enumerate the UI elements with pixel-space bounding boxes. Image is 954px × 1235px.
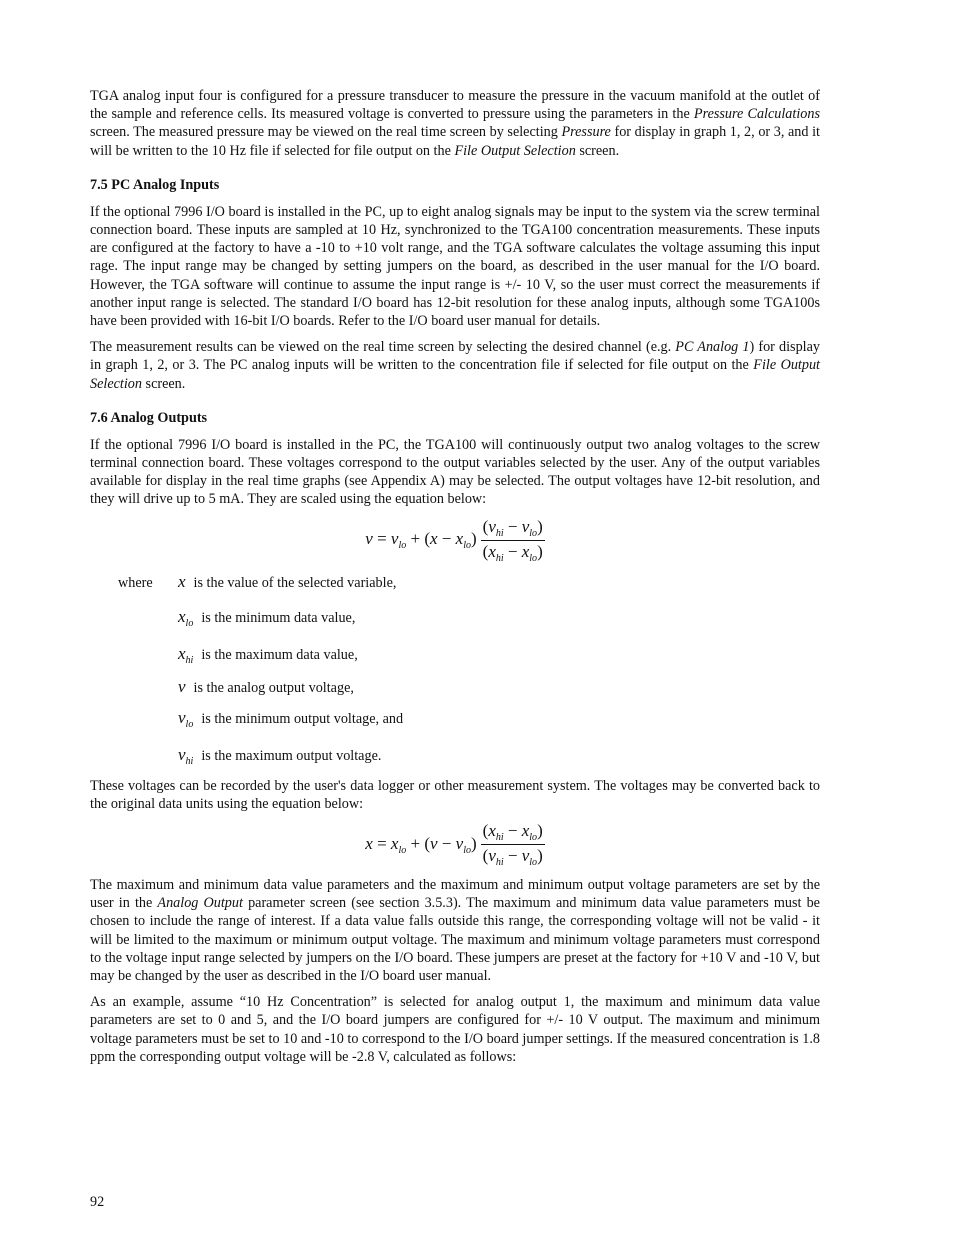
page-number: 92	[90, 1194, 105, 1210]
definition-row	[90, 572, 820, 592]
definition-text: is the maximum output voltage.	[201, 747, 382, 764]
where-label: where	[118, 574, 153, 591]
section-heading-analog-outputs: 7.6 Analog Outputs	[90, 409, 208, 426]
equation-voltage: $v = v_{lo} + (x - x_{lo})$ $\frac{(v_{hi} - v_{lo})}{(x_{hi} - x_{lo})}$	[365, 516, 543, 564]
section-heading-pc-analog-inputs: 7.5 PC Analog Inputs	[90, 176, 220, 193]
paragraph-recording: These voltages can be recorded by the user's data logger or other measurement system. The voltages may be converted back to the original data units using the equation below:	[90, 777, 820, 812]
equation-data-value: $x = x_{lo} + (v - v_{lo})$ $\frac{(x_{hi} - x_{lo})}{(v_{hi} - v_{lo})}$	[365, 821, 543, 869]
definition-text: is the value of the selected variable,	[193, 574, 397, 591]
definition-row	[90, 745, 820, 767]
paragraph-analog-outputs: If the optional 7996 I/O board is installed in the PC, the TGA100 will continuously output two analog voltages to the screw terminal connection board. These voltages correspond to the output variables selected by the user. Any of the output variables available for display in the real time graphs (see Appendix A) may be selected. The output voltages have 12-bit resolution, and they will drive up to 5 mA. They are scaled using the equation below:	[90, 436, 820, 508]
paragraph-parameters: The maximum and minimum data value parameters and the maximum and minimum output voltage parameters are set by the user in the Analog Output parameter screen (see section 3.5.3). The maximum and minimum data value parameters must be chosen to include the range of interest. If a data value falls outside this range, the corresponding voltage will not be valid - it will be limited to the maximum or minimum output voltage. The maximum and minimum voltage parameters must correspond to the voltage input range selected by jumpers on the I/O board. These jumpers are preset at the factory for +10 V and -10 V, but may be changed by the user as described in the I/O board user manual.	[90, 877, 820, 985]
paragraph-pc-analog-inputs: If the optional 7996 I/O board is installed in the PC, up to eight analog signals may be input to the system via the screw terminal connection board. These inputs are sampled at 10 Hz, synchronized to the TGA100 concentration measurements. These inputs are configured at the factory to have a -10 to +10 volt range, and the TGA software calculates the voltage assuming this input rage. The input range may be changed by setting jumpers on the board, as described in the user manual for the I/O board. However, the TGA software will continue to assume the input range is +/- 10 V, so the user must correct the measurements if another input range is selected. The standard I/O board has 12-bit resolution for these analog inputs, although some TGA100s have been provided with 16-bit I/O boards. Refer to the I/O board user manual for details.	[90, 203, 820, 330]
definition-symbol: $x_{hi}$	[178, 643, 194, 666]
definition-symbol: $v_{lo}$	[178, 707, 194, 730]
definition-text: is the minimum output voltage, and	[201, 710, 404, 727]
document-page	[90, 87, 820, 1066]
definition-symbol: $v_{hi}$	[178, 744, 194, 767]
definition-symbol: v	[178, 676, 186, 696]
definition-text: is the minimum data value,	[201, 609, 356, 626]
variable-definitions	[90, 572, 820, 767]
paragraph-measurement-results: The measurement results can be viewed on the real time screen by selecting the desired channel (e.g. PC Analog 1) for display in graph 1, 2, or 3. The PC analog inputs will be written to the concentration file if selected for file output on the File Output Selection screen.	[90, 339, 820, 392]
definition-text: is the analog output voltage,	[193, 679, 354, 696]
definition-row	[90, 644, 820, 666]
paragraph-example: As an example, assume “10 Hz Concentration” is selected for analog output 1, the maximum and minimum data value parameters are set to 0 and 5, and the I/O board jumpers are configured for +/- 10 V output. The maximum and minimum voltage parameters must be set to 10 and -10 to correspond to the I/O board jumper settings. If the measured concentration is 1.8 ppm the corresponding output voltage will be -2.8 V, calculated as follows:	[90, 994, 820, 1065]
definition-row	[90, 708, 820, 730]
paragraph-pressure: TGA analog input four is configured for a pressure transducer to measure the pressure in the vacuum manifold at the outlet of the sample and reference cells. Its measured voltage is converted to pressure using the parameters in the Pressure Calculations screen. The measured pressure may be viewed on the real time screen by selecting Pressure for display in graph 1, 2, or 3, and it will be written to the 10 Hz file if selected for file output on the File Output Selection screen.	[90, 88, 820, 159]
definition-row	[90, 607, 820, 629]
definition-symbol: $x_{lo}$	[178, 606, 194, 629]
definition-symbol: x	[178, 571, 186, 591]
definition-text: is the maximum data value,	[201, 646, 358, 663]
definition-row	[90, 677, 820, 697]
